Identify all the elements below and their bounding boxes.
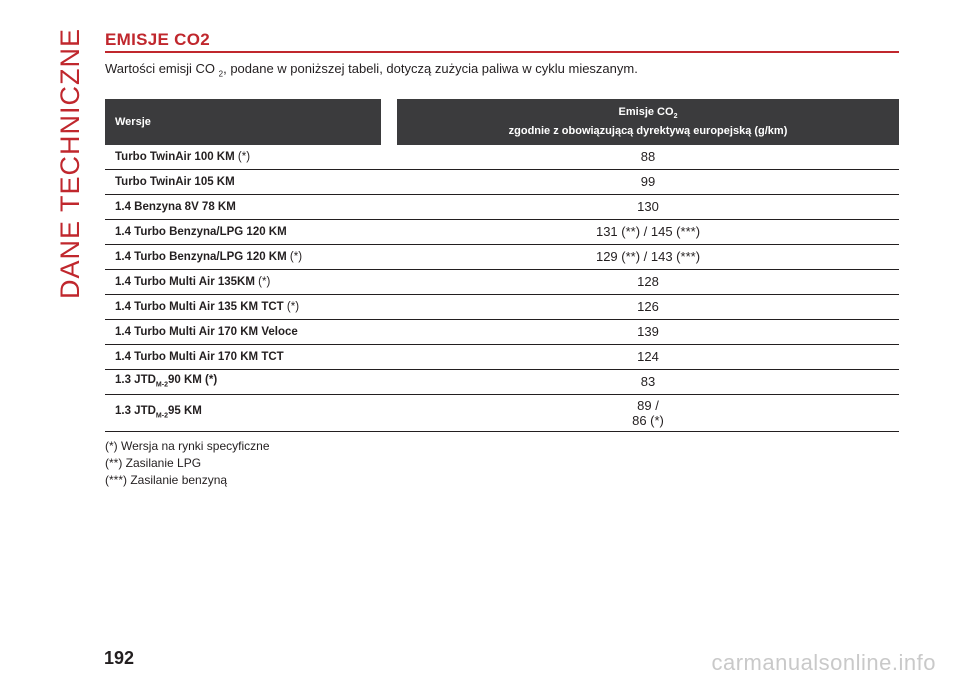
header-emissions: Emisje $CO_2$ zgodnie z obowiązującą dyrektywą europejską (g/km) (397, 99, 899, 145)
table-row (105, 294, 899, 319)
table-header-row (105, 99, 899, 145)
table-row (105, 219, 899, 244)
row-version: 1.3 $JTD_{M-2}90$ KM (*) (105, 369, 397, 394)
row-value: 131 (**) / 145 (***) (397, 219, 899, 244)
row-version: 1.4 Turbo Multi Air 170 KM TCT (105, 344, 397, 369)
watermark: carmanualsonline.info (711, 650, 936, 675)
intro-paragraph: Wartości emisji CO $_2$, podane w poniższej tabeli, dotyczą zużycia paliwa w cyklu mieszanym. (105, 61, 638, 79)
header-versions: Wersje (105, 99, 381, 145)
row-version: Turbo TwinAir 105 KM (105, 169, 397, 194)
table-row (105, 394, 899, 431)
row-value: 99 (397, 169, 899, 194)
row-version: Turbo TwinAir 100 KM (*) (105, 145, 397, 170)
row-version: 1.4 Benzyna 8V 78 KM (105, 194, 397, 219)
footnote: (***) Zasilanie benzyną (105, 472, 228, 487)
table-row (105, 244, 899, 269)
row-version: 1.4 Turbo Multi Air 170 KM Veloce (105, 319, 397, 344)
row-value: 139 (397, 319, 899, 344)
row-value: 88 (397, 145, 899, 170)
footnotes (105, 438, 899, 489)
emissions-table (105, 99, 899, 432)
row-version: 1.4 Turbo Multi Air 135 KM TCT (*) (105, 294, 397, 319)
table-row (105, 344, 899, 369)
row-version: 1.3 $JTD_{M-2}95$ KM (105, 394, 397, 431)
table-row (105, 269, 899, 294)
page-heading: EMISJE CO2 (105, 30, 899, 53)
row-value: 126 (397, 294, 899, 319)
row-value: 124 (397, 344, 899, 369)
table-row (105, 169, 899, 194)
row-value: 128 (397, 269, 899, 294)
section-side-title-text: DANE TECHNICZNE (54, 28, 85, 300)
table-row (105, 369, 899, 394)
footnote: (*) Wersja na rynki specyficzne (105, 438, 270, 453)
row-value: 129 (**) / 143 (***) (397, 244, 899, 269)
table-row (105, 319, 899, 344)
row-value: 89 / 86 (*) (397, 394, 899, 431)
row-version: 1.4 Turbo Multi Air 135KM (*) (105, 269, 397, 294)
table-row (105, 145, 899, 170)
page-number: 192 (104, 648, 135, 668)
footnote: (**) Zasilanie LPG (105, 455, 202, 470)
row-value: 130 (397, 194, 899, 219)
table-row (105, 194, 899, 219)
row-version: 1.4 Turbo Benzyna/LPG 120 KM (*) (105, 244, 397, 269)
row-version: 1.4 Turbo Benzyna/LPG 120 KM (105, 219, 397, 244)
row-value: 83 (397, 369, 899, 394)
header-gap (381, 99, 397, 145)
main-content (105, 30, 899, 489)
section-side-title (52, 28, 88, 300)
